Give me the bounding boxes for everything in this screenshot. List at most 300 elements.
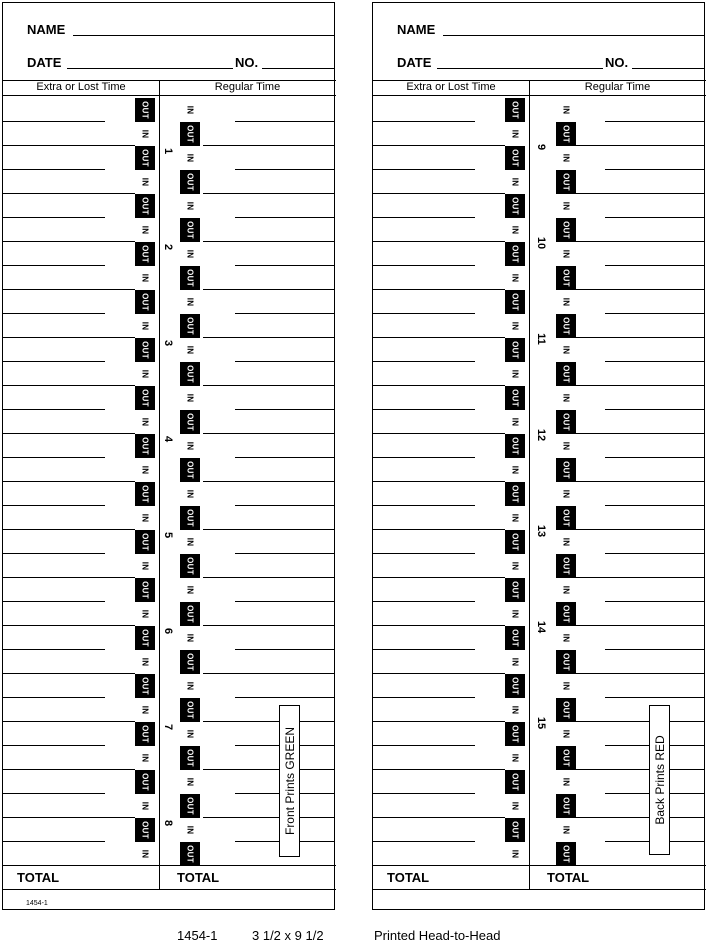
extra-time-entry-line[interactable] <box>3 817 105 818</box>
in-label: IN <box>510 561 520 571</box>
in-punch-cell <box>505 794 525 818</box>
extra-time-entry-line[interactable] <box>373 769 475 770</box>
out-punch-cell <box>135 578 155 602</box>
out-label: OUT <box>185 557 195 575</box>
out-label: OUT <box>561 605 571 623</box>
regular-time-entry-line[interactable] <box>605 601 705 602</box>
extra-time-entry-line[interactable] <box>373 169 475 170</box>
in-label: IN <box>185 585 195 595</box>
time-card-front <box>2 2 335 910</box>
out-punch-cell <box>135 818 155 842</box>
out-label: OUT <box>510 629 520 647</box>
regular-time-entry-line[interactable] <box>235 313 335 314</box>
regular-time-entry-line[interactable] <box>605 361 705 362</box>
out-punch-cell <box>180 314 200 338</box>
regular-time-entry-line[interactable] <box>235 601 335 602</box>
in-label: IN <box>140 753 150 763</box>
extra-time-entry-line[interactable] <box>373 121 475 122</box>
extra-time-entry-line[interactable] <box>373 361 475 362</box>
in-punch-cell <box>556 146 576 170</box>
in-punch-cell <box>135 218 155 242</box>
in-label: IN <box>561 105 571 115</box>
extra-time-entry-line[interactable] <box>3 385 105 386</box>
date-field-line[interactable] <box>437 68 603 69</box>
in-punch-cell <box>556 194 576 218</box>
row-separator <box>105 625 135 626</box>
extra-time-entry-line[interactable] <box>373 337 475 338</box>
extra-time-entry-line[interactable] <box>373 649 475 650</box>
out-punch-cell <box>135 434 155 458</box>
row-separator <box>203 721 235 722</box>
row-separator <box>105 385 135 386</box>
regular-time-entry-line[interactable] <box>235 121 335 122</box>
regular-time-entry-line[interactable] <box>235 145 335 146</box>
out-label: OUT <box>510 245 520 263</box>
regular-time-entry-line[interactable] <box>235 217 335 218</box>
in-punch-cell <box>505 554 525 578</box>
extra-time-entry-line[interactable] <box>373 241 475 242</box>
regular-time-entry-line[interactable] <box>605 553 705 554</box>
out-label: OUT <box>140 293 150 311</box>
extra-time-entry-line[interactable] <box>3 145 105 146</box>
name-field-line[interactable] <box>73 35 335 36</box>
extra-time-entry-line[interactable] <box>3 481 105 482</box>
row-separator <box>573 577 605 578</box>
out-punch-cell <box>556 218 576 242</box>
extra-time-entry-line[interactable] <box>3 121 105 122</box>
regular-time-entry-line[interactable] <box>605 433 705 434</box>
row-separator <box>203 769 235 770</box>
in-label: IN <box>510 849 520 859</box>
in-label: IN <box>185 345 195 355</box>
extra-time-entry-line[interactable] <box>373 673 475 674</box>
total-row-bottom-line <box>3 889 336 890</box>
out-label: OUT <box>510 773 520 791</box>
in-label: IN <box>510 273 520 283</box>
regular-time-column-header: Regular Time <box>584 81 651 93</box>
regular-time-entry-line[interactable] <box>235 625 335 626</box>
row-separator <box>475 769 505 770</box>
in-punch-cell <box>556 578 576 602</box>
row-separator <box>573 625 605 626</box>
in-punch-cell <box>135 554 155 578</box>
row-separator <box>203 817 235 818</box>
in-label: IN <box>510 753 520 763</box>
row-separator <box>573 193 605 194</box>
regular-time-entry-line[interactable] <box>605 217 705 218</box>
in-label: IN <box>185 153 195 163</box>
regular-time-entry-line[interactable] <box>605 385 705 386</box>
regular-time-entry-line[interactable] <box>605 169 705 170</box>
number-field-line[interactable] <box>262 68 335 69</box>
row-separator <box>475 625 505 626</box>
extra-time-entry-line[interactable] <box>373 793 475 794</box>
extra-time-entry-line[interactable] <box>373 625 475 626</box>
out-label: OUT <box>561 557 571 575</box>
out-punch-cell <box>556 314 576 338</box>
regular-time-entry-line[interactable] <box>605 121 705 122</box>
regular-time-entry-line[interactable] <box>235 457 335 458</box>
out-punch-cell <box>180 602 200 626</box>
in-punch-cell <box>135 650 155 674</box>
row-separator <box>105 577 135 578</box>
out-punch-cell <box>556 554 576 578</box>
day-number: 6 <box>162 627 174 635</box>
day-number: 2 <box>162 243 174 251</box>
column-header-bottom-line <box>3 95 336 96</box>
regular-time-entry-line[interactable] <box>235 241 335 242</box>
in-label: IN <box>140 129 150 139</box>
regular-time-entry-line[interactable] <box>235 265 335 266</box>
out-punch-cell <box>505 626 525 650</box>
out-punch-cell <box>180 170 200 194</box>
regular-time-entry-line[interactable] <box>235 433 335 434</box>
row-separator <box>203 577 235 578</box>
extra-time-entry-line[interactable] <box>3 409 105 410</box>
extra-time-entry-line[interactable] <box>3 721 105 722</box>
in-label: IN <box>510 465 520 475</box>
regular-time-entry-line[interactable] <box>235 289 335 290</box>
regular-time-entry-line[interactable] <box>605 529 705 530</box>
out-label: OUT <box>561 461 571 479</box>
extra-time-entry-line[interactable] <box>3 673 105 674</box>
regular-time-entry-line[interactable] <box>605 577 705 578</box>
extra-time-column-header: Extra or Lost Time <box>36 81 126 93</box>
extra-time-entry-line[interactable] <box>373 385 475 386</box>
in-label: IN <box>510 321 520 331</box>
in-punch-cell <box>556 434 576 458</box>
out-punch-cell <box>180 794 200 818</box>
row-separator <box>573 529 605 530</box>
extra-time-entry-line[interactable] <box>3 601 105 602</box>
total-row-top-line <box>3 865 336 866</box>
in-label: IN <box>561 249 571 259</box>
out-punch-cell <box>180 698 200 722</box>
extra-time-entry-line[interactable] <box>3 265 105 266</box>
row-separator <box>573 385 605 386</box>
regular-time-entry-line[interactable] <box>235 529 335 530</box>
in-punch-cell <box>180 194 200 218</box>
extra-time-entry-line[interactable] <box>373 433 475 434</box>
out-label: OUT <box>561 365 571 383</box>
in-punch-cell <box>556 626 576 650</box>
out-punch-cell <box>505 578 525 602</box>
in-label: IN <box>140 561 150 571</box>
out-punch-cell <box>180 362 200 386</box>
out-punch-cell <box>135 194 155 218</box>
regular-time-entry-line[interactable] <box>605 457 705 458</box>
out-label: OUT <box>510 101 520 119</box>
regular-time-entry-line[interactable] <box>605 697 705 698</box>
out-label: OUT <box>561 509 571 527</box>
regular-time-entry-line[interactable] <box>235 193 335 194</box>
row-separator <box>105 289 135 290</box>
name-label: NAME <box>27 22 66 37</box>
row-separator <box>105 337 135 338</box>
regular-time-entry-line[interactable] <box>235 697 335 698</box>
extra-time-entry-line[interactable] <box>373 745 475 746</box>
in-label: IN <box>510 177 520 187</box>
out-punch-cell <box>556 458 576 482</box>
in-punch-cell <box>135 122 155 146</box>
in-label: IN <box>510 657 520 667</box>
out-label: OUT <box>185 509 195 527</box>
row-separator <box>105 529 135 530</box>
row-separator <box>203 337 235 338</box>
in-label: IN <box>185 537 195 547</box>
extra-time-entry-line[interactable] <box>3 457 105 458</box>
in-punch-cell <box>180 578 200 602</box>
out-punch-cell <box>180 650 200 674</box>
in-label: IN <box>510 369 520 379</box>
out-label: OUT <box>185 365 195 383</box>
extra-time-column-header: Extra or Lost Time <box>406 81 496 93</box>
extra-time-entry-line[interactable] <box>373 553 475 554</box>
extra-time-entry-line[interactable] <box>3 313 105 314</box>
extra-time-entry-line[interactable] <box>373 289 475 290</box>
out-punch-cell <box>135 482 155 506</box>
extra-time-entry-line[interactable] <box>3 649 105 650</box>
regular-time-entry-line[interactable] <box>605 409 705 410</box>
row-separator <box>573 145 605 146</box>
extra-time-entry-line[interactable] <box>3 505 105 506</box>
in-punch-cell <box>556 482 576 506</box>
out-punch-cell <box>135 722 155 746</box>
in-punch-cell <box>180 290 200 314</box>
extra-time-entry-line[interactable] <box>3 577 105 578</box>
in-punch-cell <box>180 146 200 170</box>
extra-time-entry-line[interactable] <box>3 337 105 338</box>
out-punch-cell <box>135 770 155 794</box>
extra-time-entry-line[interactable] <box>3 841 105 842</box>
row-separator <box>573 817 605 818</box>
extra-time-entry-line[interactable] <box>3 745 105 746</box>
day-number: 13 <box>535 524 547 538</box>
out-punch-cell <box>505 98 525 122</box>
out-label: OUT <box>561 269 571 287</box>
in-punch-cell <box>556 338 576 362</box>
print-color-note <box>649 705 670 855</box>
extra-time-entry-line[interactable] <box>3 289 105 290</box>
in-punch-cell <box>505 122 525 146</box>
in-punch-cell <box>505 362 525 386</box>
extra-time-entry-line[interactable] <box>373 145 475 146</box>
out-label: OUT <box>510 533 520 551</box>
extra-time-entry-line[interactable] <box>3 625 105 626</box>
extra-time-entry-line[interactable] <box>3 361 105 362</box>
row-separator <box>573 433 605 434</box>
in-punch-cell <box>180 242 200 266</box>
regular-time-entry-line[interactable] <box>605 265 705 266</box>
extra-time-entry-line[interactable] <box>373 481 475 482</box>
extra-time-entry-line[interactable] <box>3 697 105 698</box>
regular-time-entry-line[interactable] <box>605 145 705 146</box>
out-label: OUT <box>185 845 195 863</box>
regular-time-entry-line[interactable] <box>235 481 335 482</box>
extra-time-entry-line[interactable] <box>3 793 105 794</box>
in-punch-cell <box>135 794 155 818</box>
extra-time-entry-line[interactable] <box>373 721 475 722</box>
row-separator <box>105 721 135 722</box>
regular-time-entry-line[interactable] <box>605 337 705 338</box>
in-punch-cell <box>556 290 576 314</box>
extra-time-entry-line[interactable] <box>373 841 475 842</box>
in-punch-cell <box>556 98 576 122</box>
in-label: IN <box>510 801 520 811</box>
out-punch-cell <box>180 122 200 146</box>
out-punch-cell <box>505 242 525 266</box>
row-separator <box>573 481 605 482</box>
in-punch-cell <box>180 722 200 746</box>
out-label: OUT <box>561 797 571 815</box>
extra-time-entry-line[interactable] <box>3 529 105 530</box>
day-number: 5 <box>162 531 174 539</box>
regular-time-entry-line[interactable] <box>235 409 335 410</box>
regular-time-entry-line[interactable] <box>235 649 335 650</box>
out-punch-cell <box>505 530 525 554</box>
out-punch-cell <box>556 410 576 434</box>
extra-time-entry-line[interactable] <box>373 697 475 698</box>
out-label: OUT <box>140 485 150 503</box>
out-label: OUT <box>185 461 195 479</box>
in-label: IN <box>561 681 571 691</box>
in-punch-cell <box>180 98 200 122</box>
out-label: OUT <box>140 533 150 551</box>
out-label: OUT <box>140 821 150 839</box>
in-label: IN <box>140 513 150 523</box>
out-label: OUT <box>140 245 150 263</box>
date-label: DATE <box>27 55 62 70</box>
extra-time-entry-line[interactable] <box>373 601 475 602</box>
out-label: OUT <box>140 101 150 119</box>
extra-time-entry-line[interactable] <box>373 409 475 410</box>
name-label: NAME <box>397 22 436 37</box>
row-separator <box>203 241 235 242</box>
regular-time-entry-line[interactable] <box>235 169 335 170</box>
in-label: IN <box>140 369 150 379</box>
in-punch-cell <box>180 386 200 410</box>
in-punch-cell <box>135 170 155 194</box>
regular-time-entry-line[interactable] <box>605 289 705 290</box>
regular-time-entry-line[interactable] <box>605 505 705 506</box>
out-punch-cell <box>180 554 200 578</box>
row-separator <box>203 289 235 290</box>
regular-time-entry-line[interactable] <box>605 481 705 482</box>
extra-time-entry-line[interactable] <box>3 241 105 242</box>
row-separator <box>475 433 505 434</box>
extra-time-entry-line[interactable] <box>373 193 475 194</box>
row-separator <box>203 145 235 146</box>
out-label: OUT <box>185 269 195 287</box>
regular-time-entry-line[interactable] <box>605 649 705 650</box>
regular-time-entry-line[interactable] <box>235 337 335 338</box>
in-label: IN <box>561 153 571 163</box>
out-label: OUT <box>561 317 571 335</box>
out-punch-cell <box>505 194 525 218</box>
extra-time-entry-line[interactable] <box>3 193 105 194</box>
out-punch-cell <box>180 266 200 290</box>
extra-time-entry-line[interactable] <box>373 313 475 314</box>
in-label: IN <box>185 825 195 835</box>
in-punch-cell <box>556 242 576 266</box>
regular-time-entry-line[interactable] <box>605 625 705 626</box>
in-label: IN <box>140 609 150 619</box>
extra-time-entry-line[interactable] <box>3 433 105 434</box>
extra-time-entry-line[interactable] <box>373 817 475 818</box>
in-label: IN <box>185 489 195 499</box>
in-punch-cell <box>505 410 525 434</box>
regular-time-entry-line[interactable] <box>235 673 335 674</box>
extra-time-entry-line[interactable] <box>373 217 475 218</box>
out-punch-cell <box>505 818 525 842</box>
regular-time-entry-line[interactable] <box>235 505 335 506</box>
row-separator <box>475 241 505 242</box>
extra-time-entry-line[interactable] <box>373 265 475 266</box>
regular-time-entry-line[interactable] <box>235 553 335 554</box>
print-color-note <box>279 705 300 857</box>
in-punch-cell <box>505 506 525 530</box>
extra-time-entry-line[interactable] <box>373 505 475 506</box>
extra-time-entry-line[interactable] <box>373 577 475 578</box>
number-field-line[interactable] <box>632 68 705 69</box>
row-separator <box>105 241 135 242</box>
row-separator <box>105 817 135 818</box>
in-label: IN <box>561 441 571 451</box>
extra-time-entry-line[interactable] <box>3 553 105 554</box>
out-punch-cell <box>505 434 525 458</box>
in-label: IN <box>140 657 150 667</box>
in-punch-cell <box>180 818 200 842</box>
row-separator <box>105 193 135 194</box>
in-punch-cell <box>505 842 525 866</box>
name-field-line[interactable] <box>443 35 705 36</box>
out-punch-cell <box>180 458 200 482</box>
in-punch-cell <box>556 674 576 698</box>
column-header-bottom-line <box>373 95 706 96</box>
regular-time-entry-line[interactable] <box>235 577 335 578</box>
extra-time-entry-line[interactable] <box>3 769 105 770</box>
regular-time-entry-line[interactable] <box>605 313 705 314</box>
in-punch-cell <box>505 458 525 482</box>
extra-time-entry-line[interactable] <box>373 457 475 458</box>
out-label: OUT <box>510 581 520 599</box>
in-punch-cell <box>505 698 525 722</box>
extra-time-entry-line[interactable] <box>3 217 105 218</box>
regular-time-entry-line[interactable] <box>605 193 705 194</box>
row-separator <box>203 193 235 194</box>
extra-time-entry-line[interactable] <box>373 529 475 530</box>
date-field-line[interactable] <box>67 68 233 69</box>
out-label: OUT <box>140 581 150 599</box>
regular-time-entry-line[interactable] <box>605 673 705 674</box>
in-label: IN <box>185 777 195 787</box>
in-punch-cell <box>135 314 155 338</box>
extra-time-entry-line[interactable] <box>3 169 105 170</box>
day-number: 1 <box>162 147 174 155</box>
out-label: OUT <box>140 773 150 791</box>
regular-time-entry-line[interactable] <box>235 361 335 362</box>
regular-time-entry-line[interactable] <box>605 241 705 242</box>
regular-time-entry-line[interactable] <box>235 385 335 386</box>
in-label: IN <box>561 633 571 643</box>
row-separator <box>203 673 235 674</box>
regular-total-label: TOTAL <box>177 870 220 885</box>
in-punch-cell <box>556 386 576 410</box>
in-label: IN <box>185 297 195 307</box>
in-label: IN <box>140 801 150 811</box>
out-punch-cell <box>135 530 155 554</box>
date-label: DATE <box>397 55 432 70</box>
